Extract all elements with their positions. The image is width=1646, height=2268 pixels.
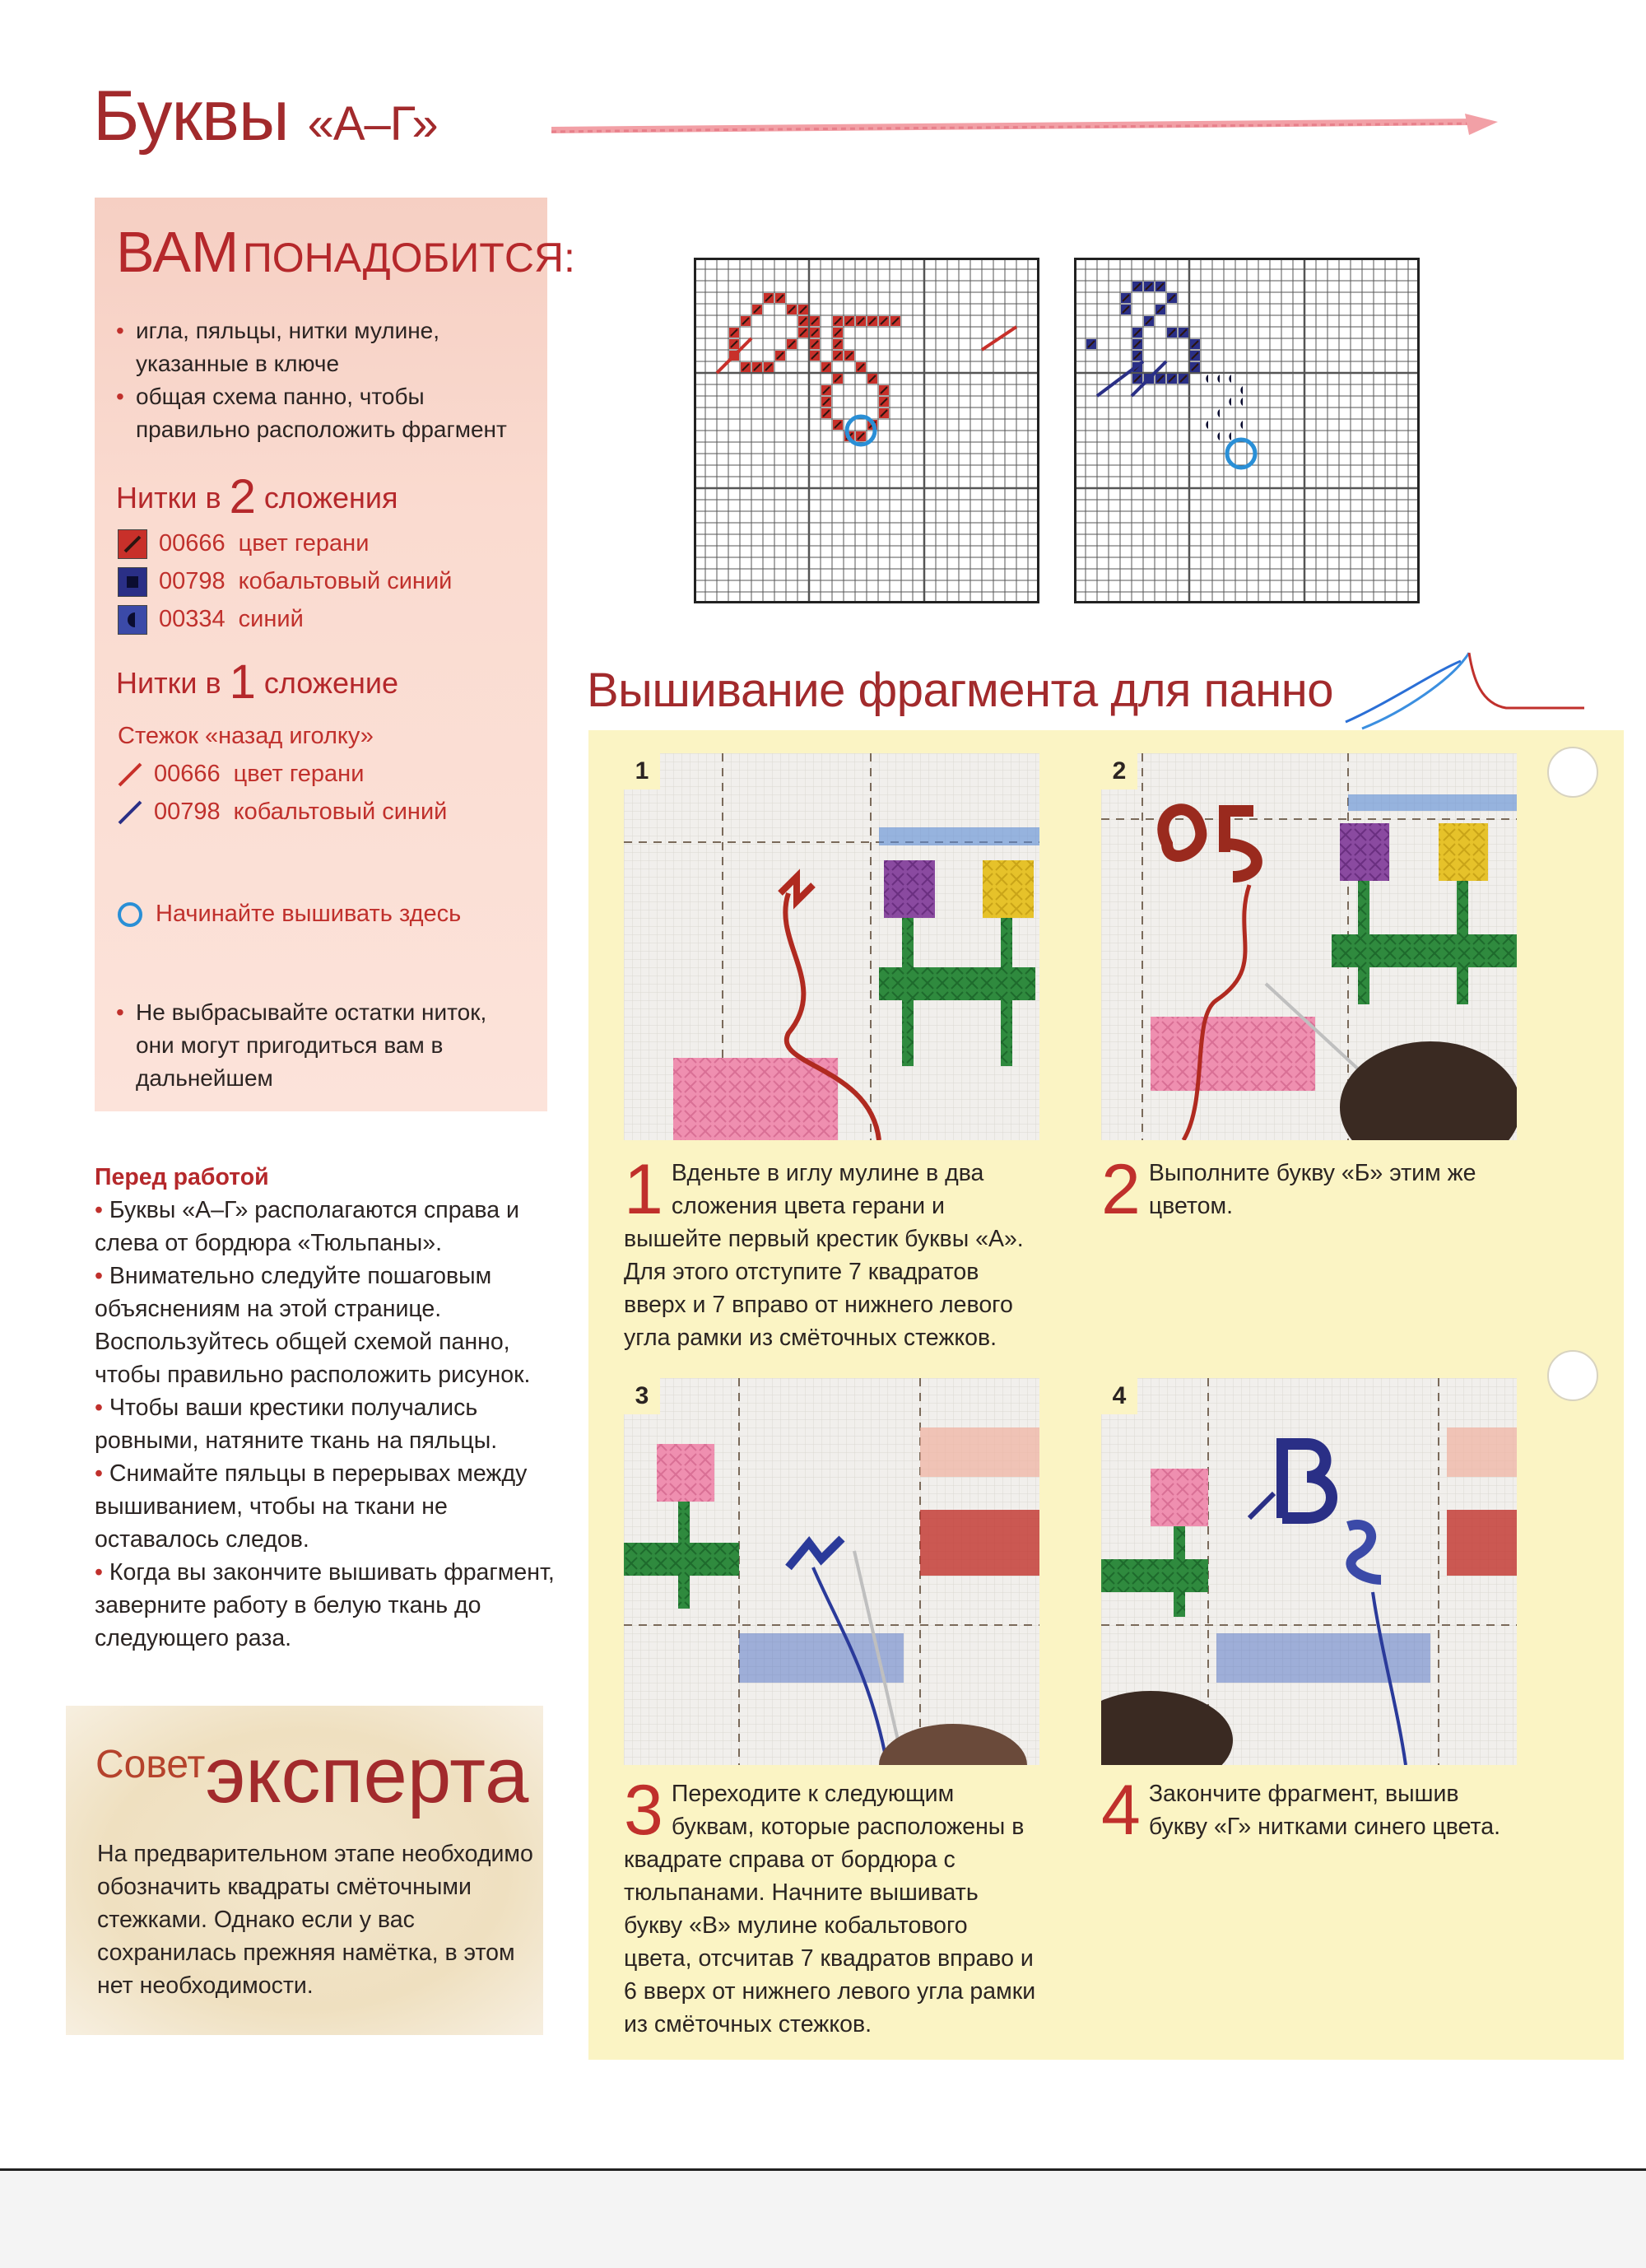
step-text: Выполните букву «Б» этим же цветом. (1148, 1160, 1476, 1219)
before-work-item: • Чтобы ваши крестики получались ровными, натяните ткань на пяльцы. (95, 1395, 498, 1454)
key-name: цвет герани (233, 761, 365, 787)
thread-decoration (1337, 646, 1584, 737)
start-here-text: Начинайте вышивать здесь (156, 901, 462, 927)
full-cross-icon (118, 567, 147, 597)
chart-letters-v-g (1074, 258, 1420, 603)
binder-hole (1547, 1350, 1598, 1401)
step-number: 3 (624, 1771, 663, 1850)
materials-title-big: ВАМ (116, 220, 239, 284)
step-3 (624, 1771, 1039, 2041)
step-1 (624, 1150, 1039, 1354)
backstitch-blue-icon (116, 799, 144, 827)
key-row-00334 (118, 603, 304, 636)
before-work-block (95, 1161, 556, 1655)
key-code: 00666 (159, 530, 226, 557)
key-name: цвет герани (238, 530, 370, 557)
before-work-text: Чтобы ваши крестики получались ровными, натяните ткань на пяльцы. (95, 1395, 498, 1454)
key-code: 00798 (159, 568, 226, 594)
one-strand-heading (116, 654, 398, 710)
one-strand-number: 1 (229, 655, 256, 709)
key-name: синий (238, 606, 304, 632)
before-work-text: Буквы «А–Г» располагаются справа и слева от бордюра «Тюльпаны». (95, 1197, 519, 1256)
backstitch-row-00798 (116, 795, 447, 828)
backstitch-label: Стежок «назад иголку» (118, 723, 374, 749)
materials-item: • игла, пяльцы, нитки мулине, указанные в ключе (136, 314, 531, 380)
one-strand-suffix: сложение (263, 666, 399, 700)
half-cross-icon (118, 605, 147, 635)
step-text: Переходите к следующим буквам, которые расположены в квадрате справа от бордюра с тюльпанами. Начните вышивать букву «В» мулине кобальтового цвета, отсчитав 7 квадратов вправо и 6 вверх от нижнего левого угла рамки из смёточных стежков. (624, 1781, 1036, 2037)
chart-letters-a-b (694, 258, 1039, 603)
before-work-item: • Снимайте пяльцы в перерывах между вышиванием, чтобы на ткани не оставалось следов. (95, 1460, 528, 1553)
before-work-item: • Буквы «А–Г» располагаются справа и слева от бордюра «Тюльпаны». (95, 1197, 519, 1256)
step-4 (1101, 1771, 1517, 1850)
key-row-00798 (118, 565, 452, 598)
materials-item: • общая схема панно, чтобы правильно расположить фрагмент (136, 380, 531, 446)
two-strand-number: 2 (229, 470, 256, 524)
step-photo-1 (624, 753, 1039, 1140)
before-work-item: • Когда вы закончите вышивать фрагмент, заверните работу в белую ткань до следующего раза. (95, 1559, 555, 1651)
step-photo-number: 2 (1101, 753, 1137, 789)
step-photo-2 (1101, 753, 1517, 1140)
binder-hole (1547, 747, 1598, 798)
one-strand-prefix: Нитки в (116, 666, 221, 700)
before-work-item: • Внимательно следуйте пошаговым объяснениям на этой странице. Воспользуйтесь общей схемой панно, чтобы правильно расположить рисунок. (95, 1263, 531, 1388)
two-strand-prefix: Нитки в (116, 481, 221, 515)
expert-advice-box (66, 1706, 543, 2035)
before-work-text: Когда вы закончите вышивать фрагмент, заверните работу в белую ткань до следующего раза. (95, 1559, 555, 1651)
steps-panel (588, 730, 1624, 2060)
expert-advice-text: На предварительном этапе необходимо обозначить квадраты смёточными стежками. Однако если у вас сохранилась прежняя намётка, в этом нет необходимости. (97, 1841, 533, 1999)
yarn-decoration (551, 112, 1506, 140)
page-title (93, 76, 438, 157)
section-title: Вышивание фрагмента для панно (587, 664, 1334, 717)
materials-title-small: ПОНАДОБИТСЯ: (242, 235, 575, 281)
page-title-text: Буквы (93, 77, 289, 156)
key-code: 00334 (159, 606, 226, 632)
step-number: 2 (1101, 1150, 1141, 1229)
step-2 (1101, 1150, 1517, 1229)
key-code: 00666 (154, 761, 221, 787)
step-number: 4 (1101, 1771, 1141, 1850)
step-photo-number: 3 (624, 1378, 660, 1414)
step-photo-number: 4 (1101, 1378, 1137, 1414)
two-strand-heading (116, 469, 398, 524)
before-work-text: Внимательно следуйте пошаговым объяснениям на этой странице. Воспользуйтесь общей схемой панно, чтобы правильно расположить рисунок. (95, 1263, 531, 1388)
key-name: кобальтовый синий (233, 799, 448, 825)
key-name: кобальтовый синий (238, 568, 453, 594)
step-photo-number: 1 (624, 753, 660, 789)
key-code: 00798 (154, 799, 221, 825)
expert-advice-title (95, 1730, 528, 1821)
step-photo-3 (624, 1378, 1039, 1765)
full-cross-icon (118, 529, 147, 559)
step-text: Закончите фрагмент, вышив букву «Г» нитками синего цвета. (1148, 1781, 1501, 1840)
start-here-row (116, 897, 461, 930)
before-work-heading: Перед работой (95, 1164, 269, 1190)
advice-title-big: эксперта (205, 1731, 529, 1819)
two-strand-suffix: сложения (263, 481, 398, 515)
materials-title (116, 219, 575, 285)
before-work-text: Снимайте пяльцы в перерывах между вышиванием, чтобы на ткани не оставалось следов. (95, 1460, 528, 1553)
advice-title-small: Совет (95, 1743, 206, 1786)
step-text: Вденьте в иглу мулине в два сложения цвета герани и вышейте первый крестик буквы «А». Для этого отступите 7 квадратов вверх и 7 вправо от нижнего левого угла рамки из смёточных стежков. (624, 1160, 1024, 1351)
materials-panel (95, 198, 575, 1111)
page-title-letters: «А–Г» (307, 97, 438, 151)
step-photo-4 (1101, 1378, 1517, 1765)
key-row-00666 (118, 527, 369, 560)
page-bottom-edge (0, 2168, 1646, 2268)
backstitch-red-icon (116, 761, 144, 789)
step-number: 1 (624, 1150, 663, 1229)
materials-note: • Не выбрасывайте остатки ниток, они могут пригодиться вам в дальнейшем (136, 996, 531, 1095)
start-circle-icon (116, 901, 144, 929)
backstitch-row-00666 (116, 757, 364, 790)
